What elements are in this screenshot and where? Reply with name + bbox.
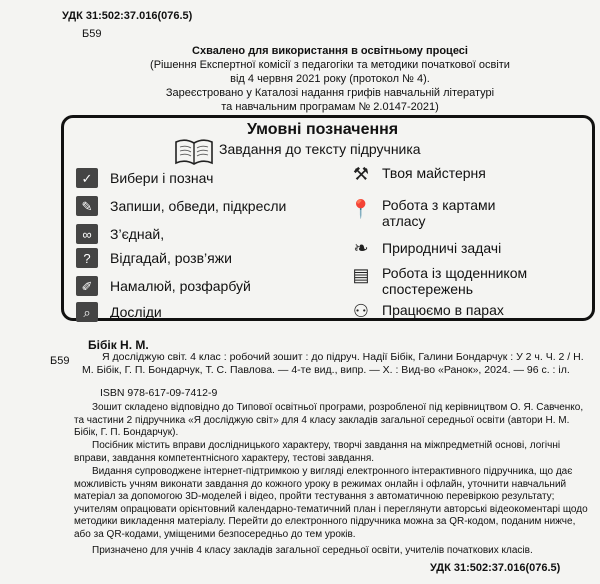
link-icon: ∞ xyxy=(76,224,98,244)
biblio-entry: Я досліджую світ. 4 клас : робочий зошит : до підруч. Надії Бібік, Галини Бондарчук : У 2 ч. Ч. 2 / Н. М. Бібік, Г. П. Бондарчук, Т. С. Павлова. — 4-те вид., випр. — Х. : Вид-во «Ранок», 2024. — 96 с. : іл. xyxy=(82,351,584,376)
legend-item-maps-line1: Робота з картами xyxy=(382,197,496,213)
magnifier-icon: ⌕ xyxy=(76,302,98,322)
approval-line-1: Схвалено для використання в освітньому процесі xyxy=(192,45,468,57)
approval-line-2: (Рішення Експертної комісії з педагогіки та методики початкової освіти xyxy=(150,59,510,71)
legend-item-workshop: Твоя майстерня xyxy=(382,165,486,181)
paragraph-curriculum: Зошит складено відповідно до Типової освітньої програми, розробленої під керівництвом О. Я. Савченко, та частини 2 підручника «Я досліджую світ» для 4 класу закладів загальної середньої освіти (автори Н. М. Бібік, Г. П. Бондарчук). xyxy=(74,402,584,438)
legend-item-explore: Досліди xyxy=(110,304,162,320)
brush-icon: ✐ xyxy=(76,276,98,296)
legend-box xyxy=(61,115,595,321)
legend-subtitle: Завдання до тексту підручника xyxy=(219,141,421,157)
leaf-icon: ❧ xyxy=(353,237,369,258)
pair-icon: ⚇ xyxy=(352,300,370,321)
paragraph-contents: Посібник містить вправи дослідницького характеру, творчі завдання на міжпредметній основі, логічні вправи, завдання компетентнісного характеру, тестові завдання. xyxy=(74,440,561,464)
library-index: Б59 xyxy=(82,28,102,40)
legend-item-connect: З’єднай, xyxy=(110,226,165,242)
approval-line-4: Зареєстровано у Каталозі надання грифів навчальній літературі xyxy=(165,87,495,99)
legend-item-pairs: Працюємо в парах xyxy=(382,302,504,318)
approval-line-5: та навчальним програмам № 2.0147-2021) xyxy=(221,101,439,113)
paragraph-audience: Призначено для учнів 4 класу закладів загальної середньої освіти, учителів початкових класів. xyxy=(92,545,533,556)
approval-block xyxy=(100,44,560,114)
legend-item-write: Запиши, обведи, підкресли xyxy=(110,198,287,214)
legend-title: Умовні позначення xyxy=(247,121,399,138)
approval-line-3: від 4 червня 2021 року (протокол № 4). xyxy=(230,73,430,85)
legend-item-diary xyxy=(382,265,527,297)
udk-code: УДК 31:502:37.016(076.5) xyxy=(62,10,193,22)
pencil-icon: ✎ xyxy=(76,196,98,216)
checkmark-icon: ✓ xyxy=(76,168,98,188)
biblio-index: Б59 xyxy=(50,355,70,367)
legend-item-nature: Природничі задачі xyxy=(382,240,502,256)
legend-item-select: Вибери і познач xyxy=(110,170,214,186)
puzzle-icon: ? xyxy=(76,248,98,268)
legend-item-diary-line2: спостережень xyxy=(382,281,473,297)
author-name: Бібік Н. М. xyxy=(88,338,149,352)
legend-item-solve: Відгадай, розв’яжи xyxy=(110,250,232,266)
hammer-icon: ⚒ xyxy=(352,163,370,184)
open-book-icon xyxy=(174,136,214,166)
legend-item-diary-line1: Робота із щоденником xyxy=(382,265,528,281)
udk-code-bottom: УДК 31:502:37.016(076.5) xyxy=(430,562,561,574)
legend-item-maps-line2: атласу xyxy=(382,213,426,229)
legend-item-draw: Намалюй, розфарбуй xyxy=(110,278,251,294)
paragraph-online-support: Видання супроводжене інтернет-підтримкою у вигляді електронного інтерактивного підручника, що дає можливість учням виконати завдання до кожного уроку в режимах онлайн і офлайн, уточнити навчальний матеріал за допомогою 3D-моделей і відео, пройти тестування з автоматичною перевіркою результату; учителям опрацювати орієнтовний календарно-тематичний план і переглянути авторські відеокоментарі щодо методики викладення матеріалу. Перейти до електронного підручника можна за QR-кодом, поданим нижче, або за QR-кодами, уміщеними безпосередньо до тем уроків. xyxy=(74,466,588,540)
isbn: ISBN 978-617-09-7412-9 xyxy=(100,387,218,399)
legend-item-maps xyxy=(382,197,495,229)
map-pin-icon: 📍 xyxy=(349,198,373,219)
notebook-icon: ▤ xyxy=(352,264,370,285)
